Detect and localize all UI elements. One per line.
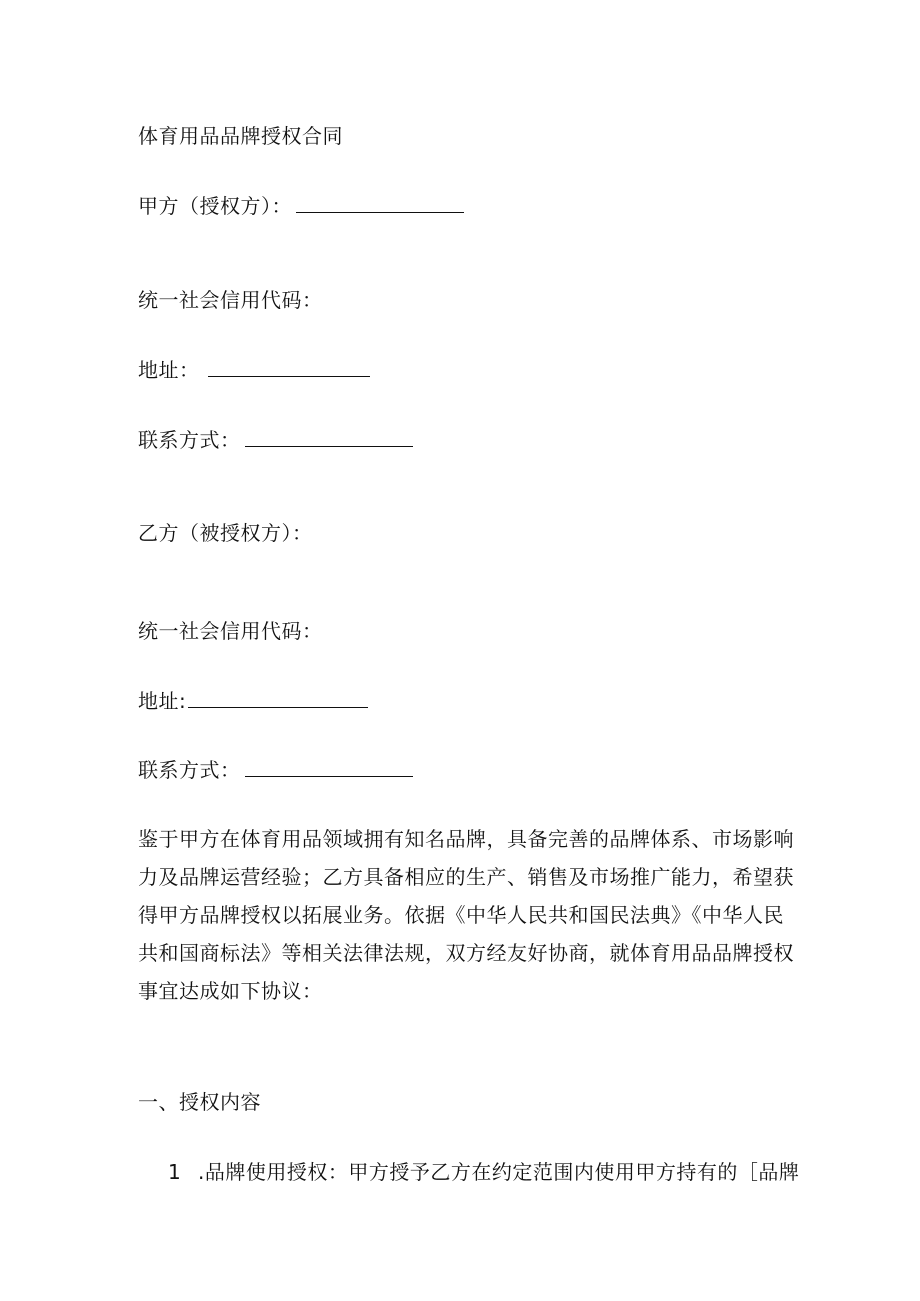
- preamble-line: 事宜达成如下协议：: [138, 979, 323, 1003]
- party-b-contact-line: [138, 758, 413, 782]
- party-b-credit-code-label: 统一社会信用代码：: [138, 619, 323, 643]
- party-a-credit-code-label: 统一社会信用代码：: [138, 288, 323, 312]
- document-title: 体育用品品牌授权合同: [138, 124, 343, 148]
- party-a-address-label: 地址：: [138, 358, 200, 382]
- party-b-contact-label: 联系方式：: [138, 758, 241, 782]
- party-b-label: 乙方（被授权方）：: [138, 521, 313, 545]
- item-text: .品牌使用授权：甲方授予乙方在约定范围内使用甲方持有的［品牌: [198, 1160, 800, 1184]
- item-number: 1: [168, 1160, 182, 1184]
- preamble-line: 鉴于甲方在体育用品领域拥有知名品牌，具备完善的品牌体系、市场影响: [138, 827, 794, 851]
- party-b-address-line: [138, 689, 368, 713]
- preamble-line: 共和国商标法》等相关法律法规，双方经友好协商，就体育用品品牌授权: [138, 941, 794, 965]
- party-a-name-blank: [296, 194, 464, 213]
- party-b-address-label: 地址:: [138, 689, 187, 713]
- party-a-address-blank: [208, 358, 370, 377]
- section-1-heading: 一、授权内容: [138, 1090, 261, 1114]
- party-a-address-line: [138, 358, 370, 382]
- preamble-line: 得甲方品牌授权以拓展业务。依据《中华人民共和国民法典》《中华人民: [138, 903, 784, 927]
- section-1-item-1: [168, 1160, 799, 1184]
- preamble-paragraph: [138, 820, 794, 1010]
- party-b-address-blank: [188, 689, 368, 708]
- party-b-contact-blank: [245, 758, 413, 777]
- party-a-contact-blank: [245, 428, 413, 447]
- party-a-line: [138, 194, 464, 218]
- party-a-contact-label: 联系方式：: [138, 428, 241, 452]
- party-a-label: 甲方（授权方）：: [138, 194, 292, 218]
- party-a-contact-line: [138, 428, 413, 452]
- preamble-line: 力及品牌运营经验；乙方具备相应的生产、销售及市场推广能力，希望获: [138, 865, 794, 889]
